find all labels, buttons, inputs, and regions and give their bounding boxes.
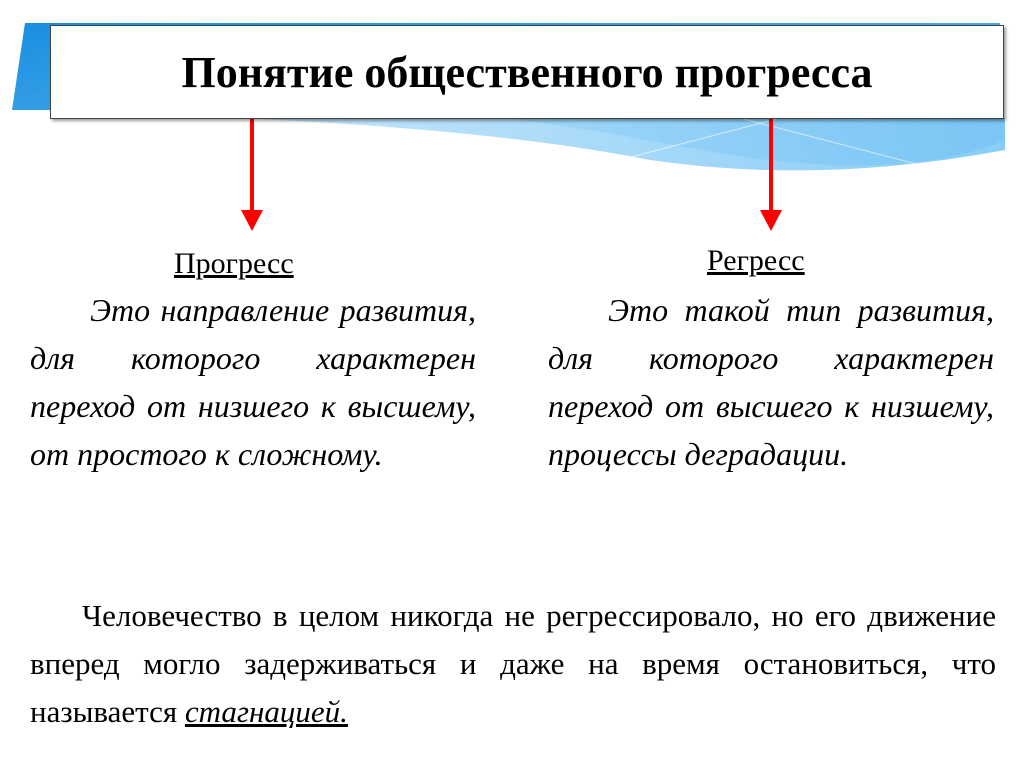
- light-wave: [240, 118, 1005, 170]
- title-box: [50, 25, 1004, 119]
- page-title: Понятие общественного прогресса: [181, 47, 873, 97]
- regress-text: Это такой тип развития, для которого характерен переход от высшего к низшему, процессы деградации.: [548, 292, 994, 472]
- regress-heading: Регресс: [707, 244, 805, 277]
- progress-definition: [30, 286, 476, 478]
- conclusion-text: Человечество в целом никогда не регрессировало, но его движение вперед могло задерживаться и даже на время остановиться, что называется: [30, 598, 996, 729]
- arrow-left: [241, 118, 263, 231]
- conclusion-paragraph: [30, 592, 996, 736]
- progress-heading: Прогресс: [174, 247, 294, 280]
- stagnation-term: стагнацией.: [184, 694, 348, 729]
- regress-definition: [548, 286, 994, 478]
- progress-text: Это направление развития, для которого характерен переход от низшего к высшему, от простого к сложному.: [30, 292, 476, 472]
